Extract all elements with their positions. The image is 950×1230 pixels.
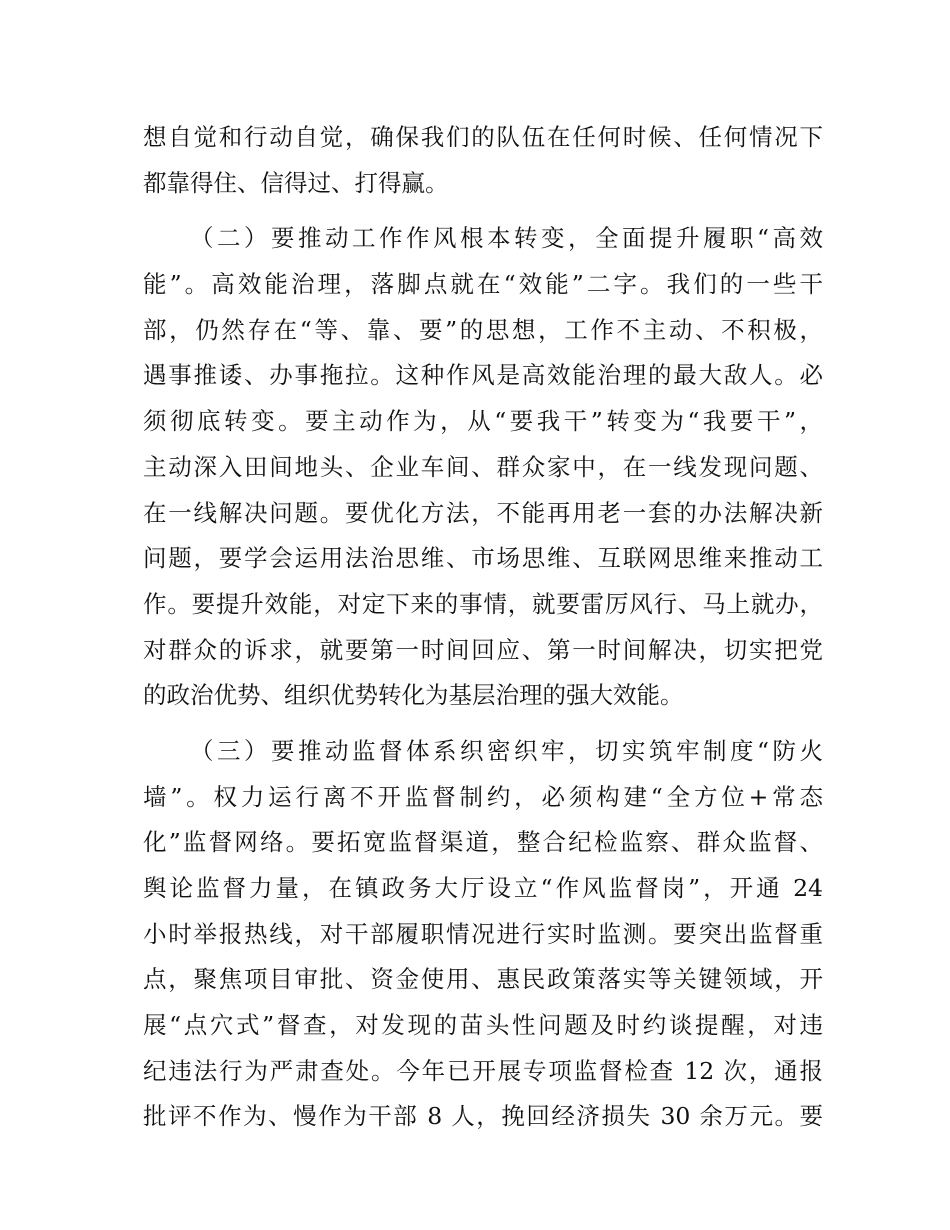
text-line: 都靠得住、信得过、打得赢。	[143, 168, 449, 197]
text-line: 想自觉和行动自觉，确保我们的队伍在任何时候、任何情况下	[143, 123, 823, 151]
document-body	[143, 115, 823, 1140]
paragraph-2	[143, 216, 823, 719]
text-line: 化”监督网络。要拓宽监督渠道，整合纪检监察、群众监督、	[143, 828, 823, 857]
text-line: 点，聚焦项目审批、资金使用、惠民政策落实等关键领域，开	[143, 965, 823, 994]
text-line: 墙”。权力运行离不开监督制约，必须构建“全方位+常态	[143, 782, 823, 811]
text-line: 在一线解决问题。要优化方法，不能再用老一套的办法解决新	[143, 498, 823, 527]
text-line: 纪违法行为严肃查处。今年已开展专项监督检查 12 次，通报	[143, 1056, 823, 1085]
paragraph-1	[143, 115, 823, 206]
text-line: 遇事推诿、办事拖拉。这种作风是高效能治理的最大敌人。必	[143, 361, 823, 390]
text-line: （三）要推动监督体系织密织牢，切实筑牢制度“防火	[190, 736, 823, 765]
text-line: 作。要提升效能，对定下来的事情，就要雷厉风行、马上就办，	[143, 589, 823, 618]
text-line: 批评不作为、慢作为干部 8 人，挽回经济损失 30 余万元。要	[143, 1102, 823, 1131]
text-line: 主动深入田间地头、企业车间、群众家中，在一线发现问题、	[143, 452, 823, 481]
text-line: 的政治优势、组织优势转化为基层治理的强大效能。	[143, 681, 684, 710]
text-line: 展“点穴式”督查，对发现的苗头性问题及时约谈提醒，对违	[143, 1011, 823, 1040]
text-line: （二）要推动工作作风根本转变，全面提升履职“高效	[190, 224, 823, 253]
text-line: 部，仍然存在“等、靠、要”的思想，工作不主动、不积极，	[143, 315, 823, 344]
text-line: 舆论监督力量，在镇政务大厅设立“作风监督岗”，开通 24	[143, 874, 823, 902]
paragraph-3	[143, 729, 823, 1140]
text-line: 小时举报热线，对干部履职情况进行实时监测。要突出监督重	[143, 919, 823, 948]
text-line: 问题，要学会运用法治思维、市场思维、互联网思维来推动工	[143, 544, 823, 573]
text-line: 对群众的诉求，就要第一时间回应、第一时间解决，切实把党	[143, 635, 823, 664]
text-line: 能”。高效能治理，落脚点就在“效能”二字。我们的一些干	[143, 270, 823, 299]
text-line: 须彻底转变。要主动作为，从“要我干”转变为“我要干”，	[143, 407, 823, 436]
